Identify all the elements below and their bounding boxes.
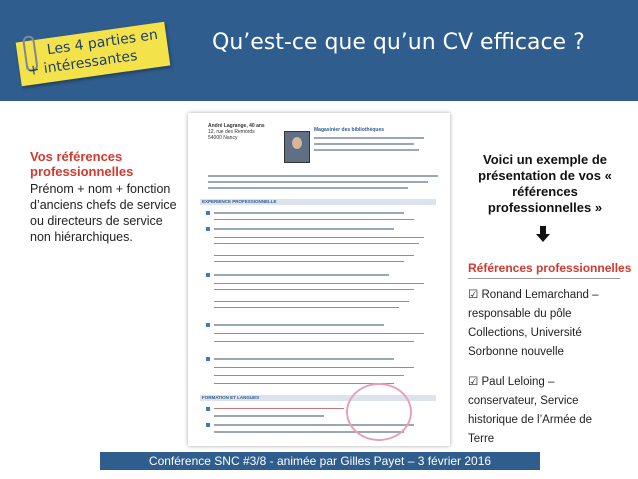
cv-line <box>214 283 424 284</box>
cv-line <box>214 301 409 302</box>
cv-line <box>314 143 414 145</box>
slide-title: Qu’est-ce que qu’un CV efficace ? <box>212 30 585 55</box>
references-heading: Références professionnelles <box>468 261 632 275</box>
cv-city: 54000 Nancy <box>208 135 238 141</box>
cv-address: 12, rue des Remords <box>208 129 255 135</box>
cv-photo <box>284 131 310 163</box>
left-body: Prénom + nom + fonction d’anciens chefs de service ou directeurs de service non hiérarchiques. <box>30 182 177 244</box>
cv-bullet <box>206 407 210 411</box>
cv-name: André Lagrange, 40 ans <box>208 123 265 129</box>
cv-section-training-label: FORMATION ET LANGUES <box>202 395 260 400</box>
reference-2: ☑ Paul Leloing – conservateur, Service historique de l’Armée de Terre <box>468 376 593 445</box>
footer-band: Conférence SNC #3/8 - animée par Gilles Payet – 3 février 2016 <box>100 452 540 470</box>
cv-section-experience-label: EXPERIENCE PROFESSIONNELLE <box>202 199 277 204</box>
left-heading-line-1: Vos références <box>30 149 123 164</box>
cv-line <box>214 228 394 230</box>
cv-line <box>208 175 438 177</box>
cv-line <box>214 324 384 326</box>
cv-line <box>214 341 414 342</box>
cv-line <box>214 274 389 276</box>
cv-line <box>214 375 404 376</box>
cv-section-experience <box>200 199 436 205</box>
arrow-down-icon <box>536 226 550 246</box>
cv-job-title: Magasinier des bibliothèques <box>314 127 385 133</box>
cv-line <box>208 181 428 183</box>
cv-line <box>314 149 419 151</box>
cv-line <box>214 358 394 360</box>
cv-line <box>214 212 404 214</box>
cv-line <box>214 408 344 409</box>
cv-line <box>314 137 424 139</box>
cv-line <box>208 187 408 189</box>
left-column <box>30 149 180 245</box>
left-heading <box>30 149 180 179</box>
sticky-line-2: + intéressantes <box>26 47 139 80</box>
cv-line <box>214 237 424 238</box>
cv-line <box>214 367 414 368</box>
right-title: Voici un exemple de présentation de vos « références professionnelles » <box>478 152 612 215</box>
cv-line <box>214 261 404 262</box>
divider <box>468 278 620 279</box>
cv-line <box>214 289 414 290</box>
cv-bullet <box>206 227 210 231</box>
cv-bullet <box>206 273 210 277</box>
cv-line <box>214 255 414 256</box>
cv-line <box>214 333 424 334</box>
cv-bullet <box>206 423 210 427</box>
cv-image <box>188 113 450 446</box>
cv-bullet <box>206 323 210 327</box>
sticky-line-1: Les 4 parties en <box>45 26 159 59</box>
cv-line <box>214 415 324 417</box>
reference-1: ☑ Ronand Lemarchand – responsable du pôle Collections, Université Sorbonne nouvelle <box>468 289 599 358</box>
left-heading-line-2: professionnelles <box>30 164 134 179</box>
cv-line <box>214 307 399 308</box>
highlight-circle <box>346 383 412 441</box>
cv-bullet <box>206 211 210 215</box>
cv-bullet <box>206 357 210 361</box>
cv-line <box>214 243 419 244</box>
cv-line <box>214 219 414 220</box>
